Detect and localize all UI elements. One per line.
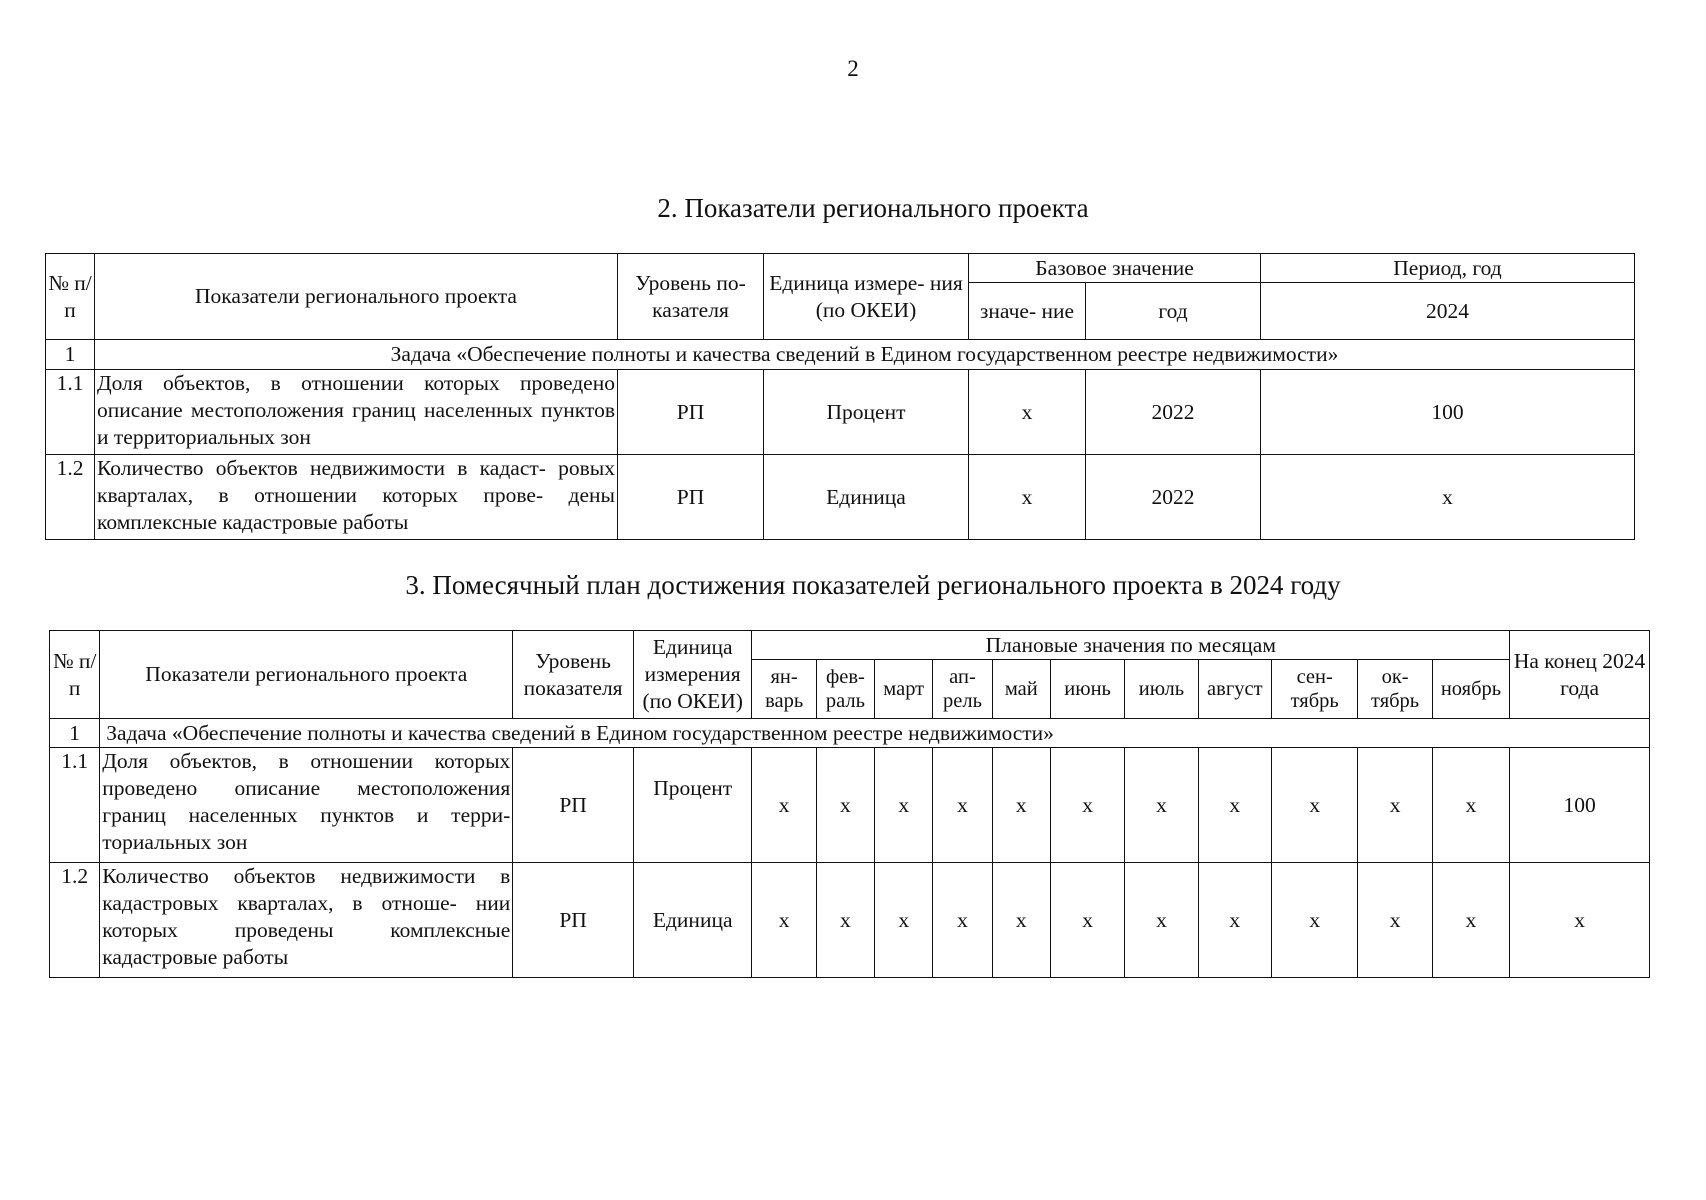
header-base-value: значе- ние xyxy=(969,283,1086,340)
row-period-value: 100 xyxy=(1261,370,1635,455)
table-row xyxy=(46,455,1635,540)
row-unit: Единица xyxy=(633,863,752,978)
task-text: Задача «Обеспечение полноты и качества сведений в Едином государственном реестре недвижимости» xyxy=(95,340,1635,370)
row-month-value: x xyxy=(1432,863,1509,978)
header-base: Базовое значение xyxy=(969,254,1261,283)
header-month: июль xyxy=(1125,660,1198,719)
indicators-table xyxy=(45,253,1635,540)
header-month: май xyxy=(992,660,1050,719)
row-month-value: x xyxy=(1198,863,1271,978)
header-base-year: год xyxy=(1086,283,1261,340)
table-row xyxy=(50,863,1650,978)
row-month-value: x xyxy=(1358,863,1432,978)
header-month: июнь xyxy=(1050,660,1124,719)
row-month-value: x xyxy=(816,748,874,863)
row-end-value: x xyxy=(1510,863,1650,978)
row-num: 1.2 xyxy=(50,863,100,978)
header-indicator: Показатели регионального проекта xyxy=(95,254,618,340)
row-base-value: x xyxy=(969,370,1086,455)
row-indicator: Доля объектов, в отношении которых проведено описание местоположения границ населенных пунктов и терри- ториальных зон xyxy=(100,748,513,863)
row-month-value: x xyxy=(816,863,874,978)
row-month-value: x xyxy=(1271,748,1357,863)
row-month-value: x xyxy=(1432,748,1509,863)
header-end: На конец 2024 года xyxy=(1510,631,1650,719)
row-month-value: x xyxy=(752,748,816,863)
row-month-value: x xyxy=(875,748,933,863)
section-2-title: 2. Показатели регионального проекта xyxy=(657,193,1089,223)
row-end-value: 100 xyxy=(1510,748,1650,863)
row-unit: Процент xyxy=(764,370,969,455)
header-level: Уровень по- казателя xyxy=(618,254,764,340)
header-month: ок- тябрь xyxy=(1358,660,1432,719)
header-level: Уровень показателя xyxy=(513,631,634,719)
header-month: ап- рель xyxy=(933,660,992,719)
header-month: август xyxy=(1198,660,1271,719)
task-row xyxy=(46,340,1635,370)
row-base-value: x xyxy=(969,455,1086,540)
table-row xyxy=(50,748,1650,863)
header-period: Период, год xyxy=(1261,254,1635,283)
row-base-year: 2022 xyxy=(1086,455,1261,540)
section-3-title: 3. Помесячный план достижения показателей регионального проекта в 2024 году xyxy=(405,570,1341,600)
header-month: март xyxy=(875,660,933,719)
header-month: ян- варь xyxy=(752,660,816,719)
header-month: ноябрь xyxy=(1432,660,1509,719)
row-month-value: x xyxy=(875,863,933,978)
page-number: 2 xyxy=(847,56,859,81)
row-level: РП xyxy=(513,748,634,863)
row-num: 1.2 xyxy=(46,455,95,540)
row-month-value: x xyxy=(1125,748,1198,863)
header-unit: Единица измере- ния (по ОКЕИ) xyxy=(764,254,969,340)
row-unit: Единица xyxy=(764,455,969,540)
header-planned: Плановые значения по месяцам xyxy=(752,631,1510,660)
row-month-value: x xyxy=(752,863,816,978)
row-month-value: x xyxy=(1050,748,1124,863)
row-indicator: Доля объектов, в отношении которых проведено описание местоположения границ населенных пунктов и территориальных зон xyxy=(95,370,618,455)
row-base-year: 2022 xyxy=(1086,370,1261,455)
header-month: сен- тябрь xyxy=(1271,660,1357,719)
row-indicator: Количество объектов недвижимости в кадастровых кварталах, в отноше- нии которых проведены комплексные кадастровые работы xyxy=(100,863,513,978)
header-num: № п/п xyxy=(46,254,95,340)
row-unit: Процент xyxy=(633,748,752,863)
row-month-value: x xyxy=(1198,748,1271,863)
row-month-value: x xyxy=(1271,863,1357,978)
task-num: 1 xyxy=(46,340,95,370)
row-month-value: x xyxy=(933,863,992,978)
row-indicator: Количество объектов недвижимости в кадаст- ровых кварталах, в отношении которых прове- дены комплексные кадастровые работы xyxy=(95,455,618,540)
header-month: фев- раль xyxy=(816,660,874,719)
row-level: РП xyxy=(513,863,634,978)
header-period-year: 2024 xyxy=(1261,283,1635,340)
task-num: 1 xyxy=(50,719,100,748)
monthly-plan-table xyxy=(49,630,1650,978)
task-row xyxy=(50,719,1650,748)
row-month-value: x xyxy=(933,748,992,863)
row-period-value: x xyxy=(1261,455,1635,540)
row-level: РП xyxy=(618,370,764,455)
header-indicator: Показатели регионального проекта xyxy=(100,631,513,719)
table-row xyxy=(46,370,1635,455)
row-month-value: x xyxy=(1050,863,1124,978)
row-level: РП xyxy=(618,455,764,540)
header-num: № п/п xyxy=(50,631,100,719)
row-num: 1.1 xyxy=(46,370,95,455)
row-month-value: x xyxy=(1125,863,1198,978)
row-num: 1.1 xyxy=(50,748,100,863)
row-month-value: x xyxy=(1358,748,1432,863)
task-text: Задача «Обеспечение полноты и качества сведений в Едином государственном реестре недвижимости» xyxy=(100,719,1650,748)
row-month-value: x xyxy=(992,748,1050,863)
row-month-value: x xyxy=(992,863,1050,978)
header-unit: Единица измерения (по ОКЕИ) xyxy=(633,631,752,719)
